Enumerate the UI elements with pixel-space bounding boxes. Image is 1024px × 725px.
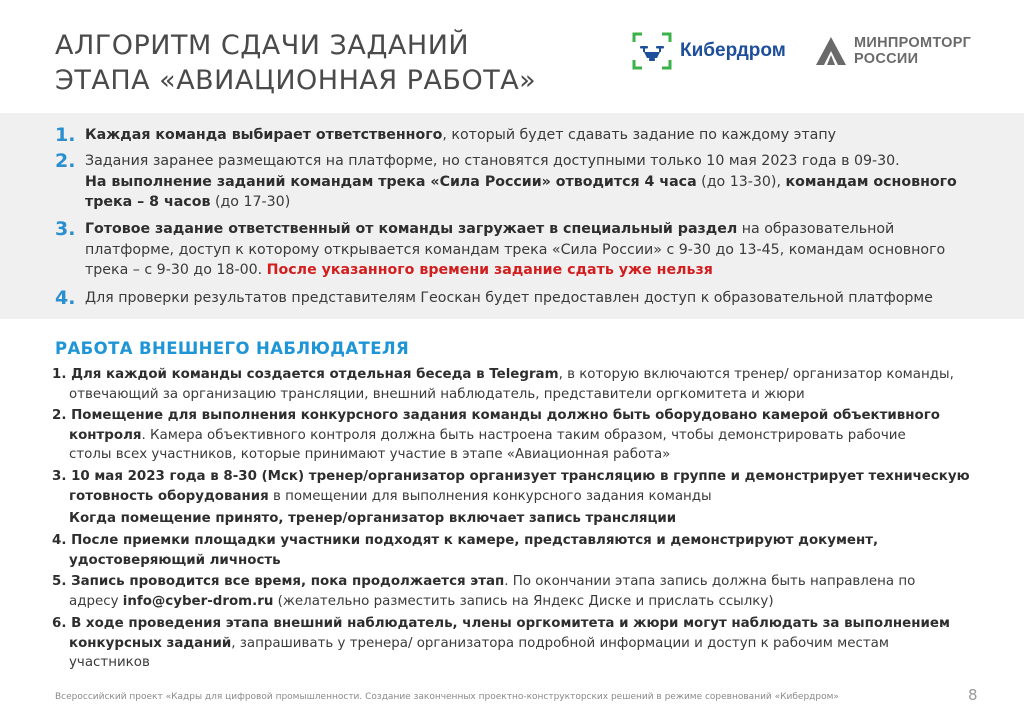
kiberdrom-logo (632, 32, 786, 70)
step-text: Для проверки результатов представителям Геоскан будет предоставлен доступ к образовательной платформе (85, 290, 933, 306)
step-3-line3 (85, 260, 945, 281)
page-title-line1: АЛГОРИТМ СДАЧИ ЗАДАНИЙ (55, 30, 470, 61)
observer-item-2 (52, 406, 940, 465)
page-title (55, 28, 536, 98)
step-1 (55, 125, 836, 146)
step-2-line1: Задания заранее размещаются на платформе, но становятся доступными только 10 мая 2023 года в 09-30. (85, 153, 900, 169)
step-2-bold: На выполнение заданий командам трека «Сила России» отводится 4 часа (85, 173, 697, 190)
step-3 (55, 219, 945, 281)
page-number: 8 (968, 686, 978, 704)
step-number: 2. (55, 150, 76, 172)
page-title-line2: ЭТАПА «АВИАЦИОННАЯ РАБОТА» (55, 65, 537, 96)
observer-item-6-line3: участников (69, 655, 150, 670)
observer-item-5-l2-pre: адресу (69, 593, 123, 609)
observer-item-6-line2 (52, 634, 950, 654)
observer-item-6-l2-bold: конкурсных заданий (69, 635, 232, 651)
step-1-rest: , который будет сдавать задание по каждому этапу (442, 127, 837, 143)
observer-item-3 (52, 467, 970, 506)
observer-item-1-rest: , в которую включаются тренер/ организатор команды, (558, 367, 954, 382)
observer-item-5-l2-rest: (желательно разместить запись на Яндекс Диске и прислать ссылку) (273, 593, 774, 609)
observer-item-3-bold: 3. 10 мая 2023 года в 8-30 (Мск) тренер/организатор организует трансляцию в группе и демонстрирует техническую (52, 469, 970, 484)
step-3-bold: Готовое задание ответственный от команды загружает в специальный раздел (85, 221, 738, 237)
observer-item-1-line2: отвечающий за организацию трансляции, внешний наблюдатель, представители оргкомитета и жюри (69, 386, 805, 402)
minpromtorg-logo-text (854, 35, 971, 67)
step-2-rest3: (до 17-30) (210, 194, 291, 210)
observer-item-4 (52, 531, 878, 570)
observer-item-2-bold: 2. Помещение для выполнения конкурсного задания команды должно быть оборудовано камерой объективного (52, 408, 940, 423)
minpromtorg-emblem-icon (814, 35, 848, 67)
step-number: 4. (55, 287, 76, 309)
email-address: info@cyber-drom.ru (122, 593, 274, 609)
kiberdrom-logo-text: Кибердром (680, 40, 786, 61)
observer-item-3-line3: Когда помещение принято, тренер/организатор включает запись трансляции (69, 511, 677, 526)
observer-item-6 (52, 614, 950, 673)
step-1-bold: Каждая команда выбирает ответственного (85, 127, 443, 143)
step-3-deadline-warning: После указанного времени задание сдать уже нельзя (266, 262, 713, 278)
observer-heading: РАБОТА ВНЕШНЕГО НАБЛЮДАТЕЛЯ (55, 339, 410, 358)
observer-item-3-l2-rest: в помещении для выполнения конкурсного задания команды (268, 488, 712, 504)
step-3-rest: на образовательной (737, 221, 895, 237)
footer-text: Всероссийский проект «Кадры для цифровой промышленности. Создание законченных проектно-конструкторских решений в режиме соревнований «Кибердром» (55, 692, 839, 702)
observer-item-3-l2-bold: готовность оборудования (69, 488, 269, 504)
step-2 (55, 151, 957, 213)
observer-item-3-note (52, 509, 676, 529)
minpromtorg-line1: МИНПРОМТОРГ (854, 35, 972, 51)
step-3-pre: трека – с 9-30 до 18-00. (85, 262, 267, 278)
minpromtorg-line2: РОССИИ (854, 51, 919, 67)
observer-item-5-rest: . По окончании этапа запись должна быть направлена по (504, 574, 916, 589)
step-text (85, 151, 957, 213)
observer-item-2-l2-bold: контроля (69, 427, 142, 443)
observer-item-2-line3: столы всех участников, которые принимают участие в этапе «Авиационная работа» (69, 447, 671, 462)
step-3-line1 (85, 219, 945, 240)
step-2-rest: (до 13-30), (696, 173, 786, 190)
observer-item-1-bold: 1. Для каждой команды создается отдельная беседа в Telegram (52, 367, 559, 382)
observer-item-6-l2-rest: , запрашивать у тренера/ организатора подробной информации и доступ к рабочим местам (231, 635, 889, 651)
step-2-bold2: командам основного (785, 173, 957, 190)
observer-item-5 (52, 572, 915, 611)
step-text (85, 125, 836, 146)
step-2-line2 (85, 172, 957, 193)
step-3-line2: платформе, доступ к которому открывается командам трека «Сила России» с 9-30 до 13-45, командам основного (85, 241, 946, 258)
observer-item-5-bold: 5. Запись проводится все время, пока продолжается этап (52, 574, 505, 589)
step-4 (55, 288, 933, 309)
observer-item-2-line2 (52, 426, 940, 446)
minpromtorg-logo (814, 33, 971, 69)
observer-item-3-line2 (52, 487, 970, 507)
step-2-line3 (85, 192, 957, 213)
observer-item-1 (52, 365, 954, 404)
observer-item-2-l2-rest: . Камера объективного контроля должна быть настроена таким образом, чтобы демонстрировать рабочие (141, 427, 906, 443)
observer-item-4-bold: 4. После приемки площадки участники подходят к камере, представляются и демонстрируют документ, (52, 533, 879, 548)
step-2-bold3: трека – 8 часов (85, 194, 211, 210)
step-number: 1. (55, 124, 76, 146)
observer-item-4-line2: удостоверяющий личность (69, 552, 281, 568)
step-number: 3. (55, 218, 76, 240)
step-text (85, 219, 945, 281)
observer-item-5-line2 (52, 592, 915, 612)
drone-icon (632, 32, 672, 70)
observer-item-6-bold: 6. В ходе проведения этапа внешний наблюдатель, члены оргкомитета и жюри могут наблюдать за выполнением (52, 616, 950, 631)
